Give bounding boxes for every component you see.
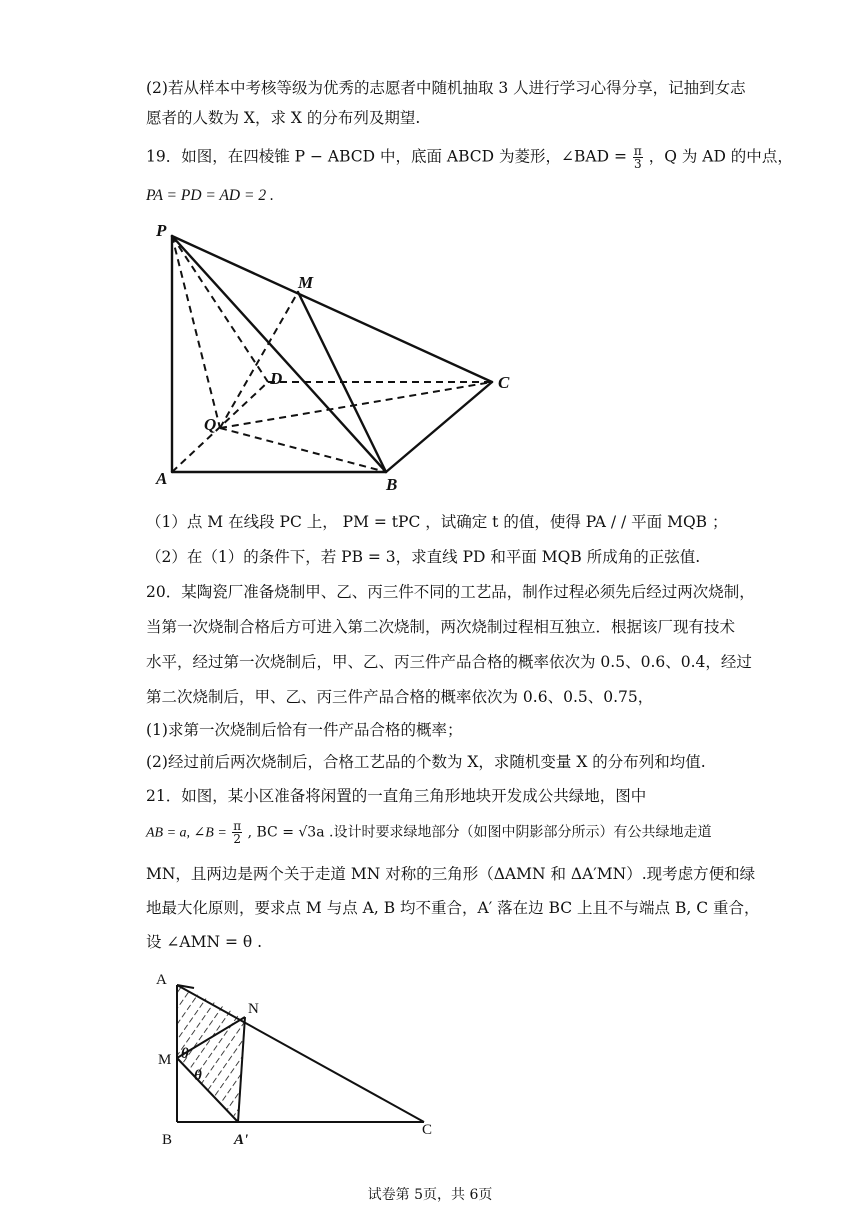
q20-line4: 第二次烧制后，甲、乙、丙三件产品合格的概率依次为 0.6、0.5、0.75， [146, 688, 654, 706]
q21-line2-b: , BC = √3a .设计时要求绿地部分（如图中阴影部分所示）有公共绿地走道 [247, 824, 712, 841]
q20-part2: (2)经过前后两次烧制后，合格工艺品的个数为 X，求随机变量 X 的分布列和均值. [146, 753, 706, 771]
q19-part2: （2）在（1）的条件下，若 PB = 3，求直线 PD 和平面 MQB 所成角的正弦值. [146, 548, 701, 566]
q20-line3: 水平，经过第一次烧制后，甲、乙、丙三件产品合格的概率依次为 0.5、0.6、0.4，经过 [146, 653, 752, 671]
q21-line3: MN，且两边是两个关于走道 MN 对称的三角形（ΔAMN 和 ΔA′MN）.现考虑方便和绿 [146, 865, 756, 883]
q19-part1: （1）点 M 在线段 PC 上， PM = tPC ，试确定 t 的值，使得 PA / / 平面 MQB ； [146, 513, 728, 531]
q21-label-m: M [158, 1052, 172, 1068]
q21-frac-den: 2 [233, 832, 241, 846]
q21-line2 [146, 820, 711, 845]
q21-label-c: C [422, 1122, 433, 1138]
q19-intro-line1 [146, 145, 793, 170]
q21-line2-a: AB = a, ∠B = [146, 825, 227, 841]
q21-theta-2: θ [194, 1068, 202, 1084]
q19-pyramid-figure [150, 220, 530, 490]
q19-frac-num: π [633, 144, 642, 158]
q21-label-a-prime: A' [234, 1132, 249, 1148]
q18-part2-line1: (2)若从样本中考核等级为优秀的志愿者中随机抽取 3 人进行学习心得分享，记抽到女志 [146, 79, 746, 97]
q21-label-a: A [156, 972, 167, 988]
q19-label-m: M [298, 273, 314, 292]
q19-intro-text-a: 19．如图，在四棱锥 P − ABCD 中，底面 ABCD 为菱形，∠BAD = [146, 147, 627, 166]
q19-label-c: C [498, 373, 510, 392]
q19-intro-text-b: ，Q 为 AD 的中点， [648, 147, 793, 166]
q21-triangle-figure [150, 968, 450, 1148]
q19-angle-fraction [633, 145, 643, 170]
q19-frac-den: 3 [634, 157, 642, 171]
q19-intro-line2: PA = PD = AD = 2 . [146, 187, 274, 204]
q21-theta-1: θ [181, 1046, 189, 1062]
q19-label-b: B [386, 475, 398, 490]
q21-line4: 地最大化原则，要求点 M 与点 A, B 均不重合，A′ 落在边 BC 上且不与端点 B, C 重合， [146, 899, 760, 917]
q20-line1: 20．某陶瓷厂准备烧制甲、乙、丙三件不同的工艺品，制作过程必须先后经过两次烧制， [146, 583, 755, 601]
q20-line2: 当第一次烧制合格后方可进入第二次烧制，两次烧制过程相互独立．根据该厂现有技术 [146, 618, 736, 636]
q21-angle-fraction [232, 820, 242, 845]
page-footer: 试卷第 5页，共 6页 [367, 1187, 493, 1203]
q21-frac-num: π [233, 819, 242, 833]
q19-label-a: A [156, 469, 168, 488]
q19-label-q: Q [204, 415, 217, 434]
q21-label-n: N [248, 1001, 259, 1017]
q21-line5: 设 ∠AMN = θ . [146, 933, 263, 951]
q18-part2-line2: 愿者的人数为 X，求 X 的分布列及期望. [146, 109, 421, 127]
q21-label-b: B [162, 1132, 173, 1148]
q20-part1: (1)求第一次烧制后恰有一件产品合格的概率； [146, 721, 463, 739]
q19-label-d: D [270, 369, 283, 388]
q21-line1: 21．如图，某小区准备将闲置的一直角三角形地块开发成公共绿地，图中 [146, 787, 647, 805]
q19-label-p: P [156, 221, 167, 240]
